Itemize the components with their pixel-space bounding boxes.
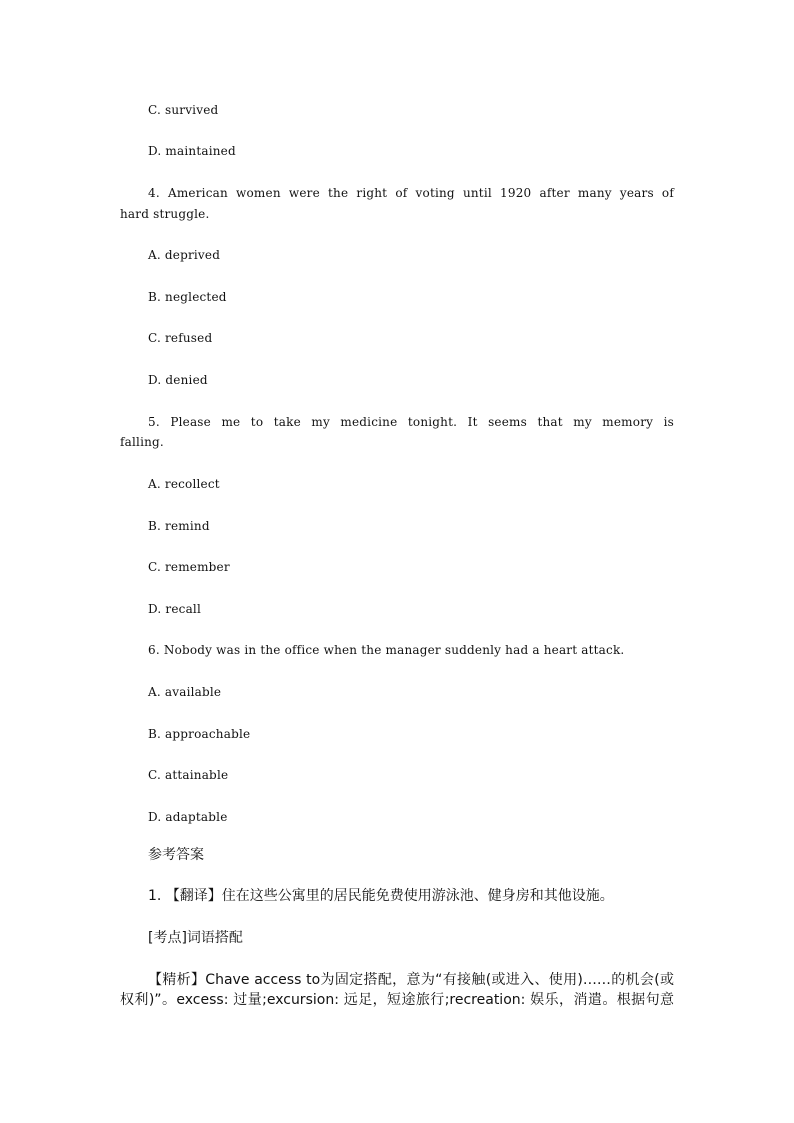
q5-stem-line1: 5. Please me to take my medicine tonight. It seems that my memory is	[148, 415, 674, 429]
q6-option-c: C. attainable	[148, 768, 229, 782]
q5-option-d: D. recall	[148, 602, 202, 616]
q6-option-b: B. approachable	[148, 727, 251, 741]
q3-option-c: C. survived	[148, 103, 219, 117]
q4-option-c: C. refused	[148, 331, 213, 345]
q4-option-d: D. denied	[148, 373, 208, 387]
answer-1-jingxi-line1: 【精析】Chave access to为固定搭配，意为“有接触(或进入、使用)……的机会(或	[148, 972, 674, 988]
q5-option-a: A. recollect	[148, 477, 220, 491]
q5-option-b: B. remind	[148, 519, 210, 533]
q4-stem-line1: 4. American women were the right of voting until 1920 after many years of	[148, 186, 674, 200]
q6-option-a: A. available	[148, 685, 222, 699]
q5-option-c: C. remember	[148, 560, 230, 574]
q4-option-a: A. deprived	[148, 248, 221, 262]
q4-option-b: B. neglected	[148, 290, 227, 304]
q3-option-d: D. maintained	[148, 144, 236, 158]
answer-1-translation: 1. 【翻译】住在这些公寓里的居民能免费使用游泳池、健身房和其他设施。	[148, 888, 614, 904]
q4-stem-line2: hard struggle.	[120, 207, 210, 221]
answer-1-jingxi-line2: 权利)”。excess: 过量;excursion: 远足，短途旅行;recreation: 娱乐，消遣。根据句意	[120, 992, 674, 1008]
answer-1-kaodian: [考点]词语搭配	[148, 930, 243, 946]
q5-stem-line2: falling.	[120, 435, 164, 449]
q6-stem: 6. Nobody was in the office when the manager suddenly had a heart attack.	[148, 643, 625, 657]
answers-heading: 参考答案	[148, 847, 204, 863]
q6-option-d: D. adaptable	[148, 810, 228, 824]
